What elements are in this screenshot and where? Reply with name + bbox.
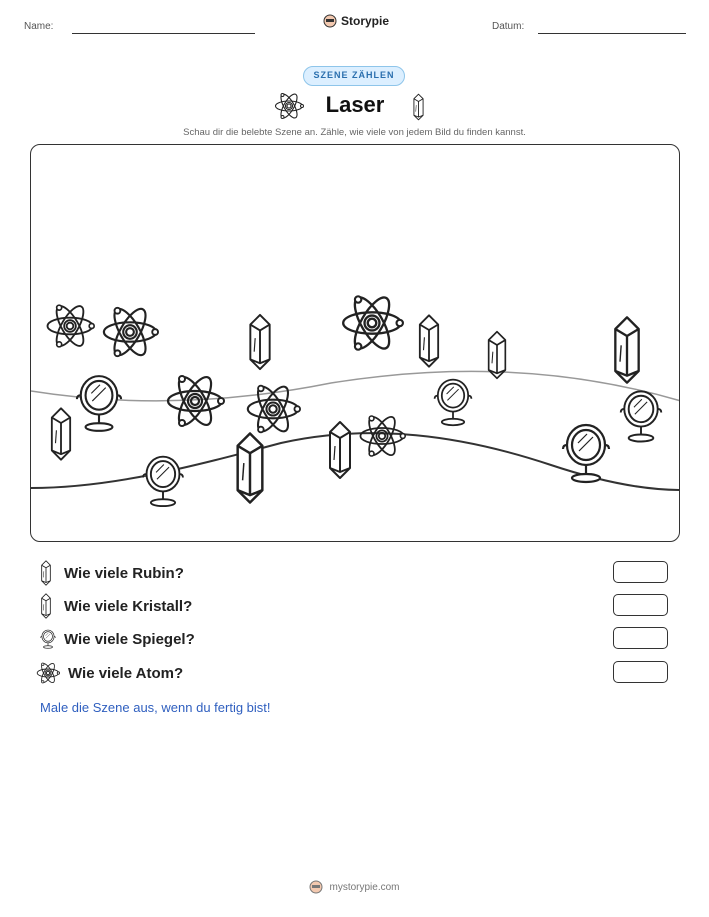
date-label: Datum: <box>492 21 525 32</box>
brand-logo <box>323 14 389 28</box>
section-badge: SZENE ZÄHLEN <box>303 66 405 86</box>
crystal-icon <box>489 332 506 379</box>
counting-scene <box>30 144 680 542</box>
mirror-icon <box>435 380 472 426</box>
mirror-icon <box>77 376 121 431</box>
question-text: Wie viele Rubin? <box>64 564 184 582</box>
date-field[interactable] <box>538 33 686 34</box>
question-row <box>40 626 680 652</box>
atom-icon <box>104 305 158 360</box>
crystal-icon <box>615 317 638 382</box>
question-row <box>40 660 680 686</box>
atom-icon <box>343 293 403 354</box>
footer <box>0 880 709 894</box>
scene-drawing <box>31 145 680 542</box>
crystal-icon <box>40 593 52 619</box>
answer-box-kristall[interactable] <box>613 594 668 616</box>
page-title: Laser <box>325 92 385 117</box>
atom-icon <box>36 661 60 685</box>
question-row <box>40 560 680 586</box>
question-text: Wie viele Kristall? <box>64 597 193 615</box>
mirror-icon <box>563 425 609 482</box>
instruction-text: Schau dir die belebte Szene an. Zähle, wie viele von jedem Bild du finden kannst. <box>183 127 526 138</box>
crystal-icon <box>250 315 269 369</box>
question-text: Wie viele Atom? <box>68 664 184 682</box>
storypie-logo-icon <box>323 14 337 28</box>
ruby-icon <box>238 433 263 502</box>
atom-icon <box>360 413 405 458</box>
atom-icon <box>48 302 95 349</box>
footer-url[interactable]: mystorypie.com <box>329 881 400 893</box>
closing-note: Male die Szene aus, wenn du fertig bist! <box>40 700 271 715</box>
answer-box-spiegel[interactable] <box>613 627 668 649</box>
name-field[interactable] <box>72 33 255 34</box>
ruby-icon <box>52 408 70 459</box>
mirror-icon <box>143 457 183 506</box>
brand-name: Storypie <box>341 14 390 28</box>
name-label: Name: <box>24 21 54 32</box>
crystal-icon <box>420 315 438 366</box>
storypie-logo-icon <box>309 880 323 894</box>
mirror-icon <box>621 391 661 441</box>
answer-box-rubin[interactable] <box>613 561 668 583</box>
crystal-icon <box>413 93 424 121</box>
ruby-icon <box>40 560 52 586</box>
question-row <box>40 593 680 619</box>
answer-box-atom[interactable] <box>613 661 668 683</box>
ruby-icon <box>330 422 350 478</box>
mirror-icon <box>40 628 56 650</box>
background-hill-line <box>31 371 680 401</box>
question-text: Wie viele Spiegel? <box>64 630 195 648</box>
